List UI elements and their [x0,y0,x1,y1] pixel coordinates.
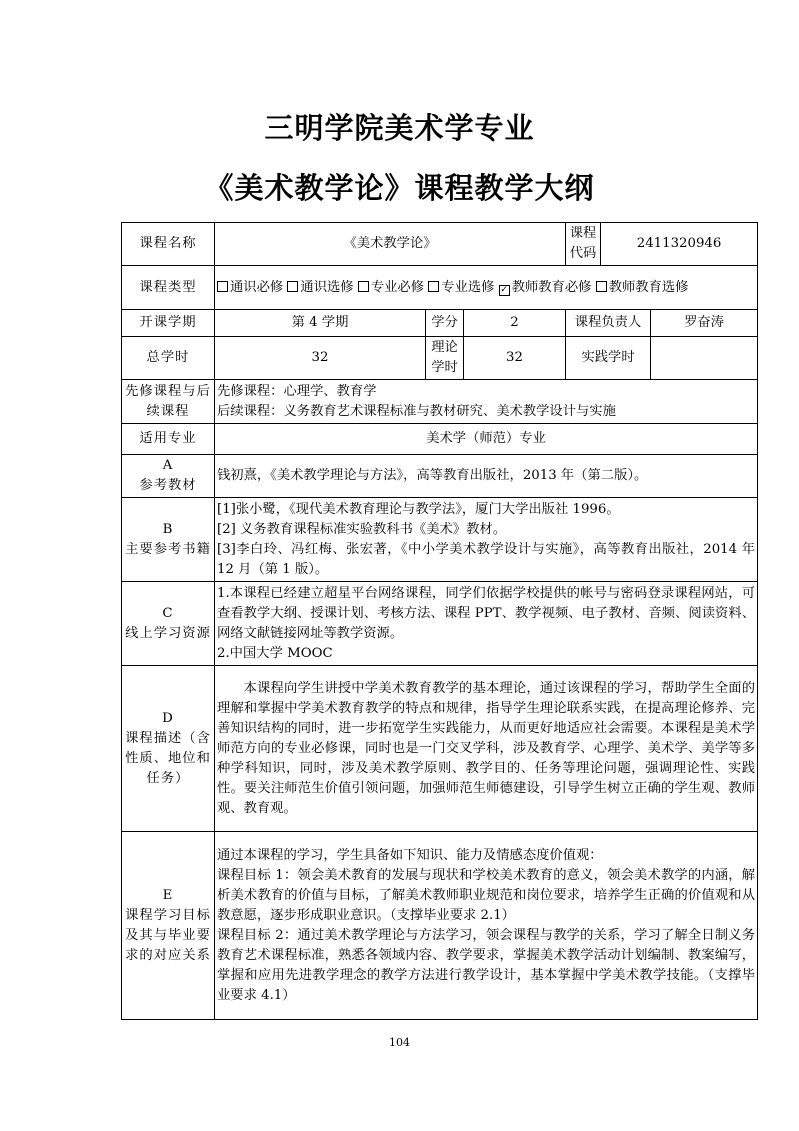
type-option[interactable]: ✓ 教师教育必修 [500,279,592,295]
row-goals [122,832,758,1020]
online-value: 1.本课程已经建立超星平台网络课程，同学们依据学校提供的帐号与密码登录课程网站，可查看教学大纲、授课计划、考核方法、课程 PPT、教学视频、电子教材、音频、阅读资料、网络文献链接网址等教学资源。 2.中国大学 MOOC [215,582,758,666]
checkbox-icon [358,281,369,292]
major-value: 美术学（师范）专业 [215,424,758,455]
owner-value: 罗奋涛 [651,310,758,337]
row-reference [122,455,758,498]
course-type-label: 课程类型 [122,266,215,310]
semester-value: 第 4 学期 [215,310,426,337]
major-label: 适用专业 [122,424,215,455]
practice-hours-label: 实践学时 [566,337,651,380]
course-name-value: 《美术教学论》 [215,223,566,266]
description-value: 本课程向学生讲授中学美术教育教学的基本理论，通过该课程的学习，帮助学生全面的理解和掌握中学美术教育教学的特点和规律，指导学生理论联系实践，在提高理论修养、完善知识结构的同时，进一步拓宽学生实践能力，从而更好地适应社会需要。本课程是美术学师范方向的专业必修课，同时也是一门交叉学科，涉及教育学、心理学、美术学、美学等多种学科知识，同时，涉及美术教学原则、教学目的、任务等理论问题，强调理论性、实践性。要关注师范生价值引领问题，加强师范生师德建设，引导学生树立正确的学生观、教师观、教育观。 [215,666,758,832]
type-option[interactable]: 专业必修 [358,280,424,295]
credit-label: 学分 [426,310,464,337]
type-option[interactable]: 教师教育选修 [596,280,689,295]
row-description [122,666,758,832]
reference-label: A 参考教材 [122,455,215,498]
list-item: [2] 义务教育课程标准实验教科书《美术》教材。 [217,521,506,537]
list-item: [3]李白玲、冯红梅、张宏著，《中小学美术教学设计与实施》，高等教育出版社，2014 年 12 月（第 1 版）。 [217,541,756,577]
row-major [122,424,758,455]
row-online [122,582,758,666]
goals-value: 通过本课程的学习，学生具备如下知识、能力及情感态度价值观： 课程目标 1：领会美术教育的发展与现状和学校美术教育的意义，领会美术教学的内涵，解析美术教育的价值与目标，了解美术教师职业规范和岗位要求，培养学生正确的价值观和从教意愿，逐步形成职业意识。（支撑毕业要求 2.1） 课程目标 2：通过美术教学理论与方法学习，领会课程与教学的关系，学习了解全日制义务教育艺术课程标准，熟悉各领域内容、教学要求，掌握美术教学活动计划编制、教案编写，掌握和应用先进教学理念的教学方法进行教学设计，基本掌握中学美术教学技能。（支撑毕业要求 4.1） [215,832,758,1020]
books-list [215,498,758,582]
online-label: C 线上学习资源 [122,582,215,666]
checkbox-icon [217,281,228,292]
course-code-value: 2411320946 [601,223,758,266]
books-label: B 主要参考书籍 [122,498,215,582]
course-code-label: 课程代码 [566,223,601,266]
total-hours-label: 总学时 [122,337,215,380]
checkbox-icon [596,281,607,292]
semester-label: 开课学期 [122,310,215,337]
row-hours [122,337,758,380]
goals-label: E 课程学习目标及其与毕业要求的对应关系 [122,832,215,1020]
total-hours-value: 32 [215,337,426,380]
row-course-name [122,223,758,266]
row-books [122,498,758,582]
course-name-label: 课程名称 [122,223,215,266]
theory-hours-label: 理论学时 [426,337,464,380]
course-type-options [215,266,758,310]
prereq-value: 先修课程：心理学、教育学 后续课程：义务教育艺术课程标准与教材研究、美术教学设计与实施 [215,380,758,424]
syllabus-table [121,222,758,1020]
list-item: [1]张小鹭，《现代美术教育理论与教学法》，厦门大学出版社 1996。 [217,501,620,517]
description-label: D 课程描述（含性质、地位和任务） [122,666,215,832]
page-title: 三明学院美术学专业 [264,111,535,145]
checkbox-icon [287,281,298,292]
page-number: 104 [389,1036,410,1049]
prereq-label: 先修课程与后续课程 [122,380,215,424]
type-option[interactable]: 通识选修 [287,280,353,295]
type-option[interactable]: 通识必修 [217,280,283,295]
row-course-type [122,266,758,310]
credit-value: 2 [464,310,566,337]
row-semester [122,310,758,337]
checkbox-icon [428,281,439,292]
practice-hours-value [651,337,758,380]
owner-label: 课程负责人 [566,310,651,337]
row-prereq [122,380,758,424]
checked-checkbox-icon: ✓ [500,284,508,295]
theory-hours-value: 32 [464,337,566,380]
type-option[interactable]: 专业选修 [428,280,494,295]
reference-value: 钱初熹，《美术教学理论与方法》，高等教育出版社，2013 年（第二版）。 [215,455,758,498]
page-subtitle: 《美术教学论》课程教学大纲 [204,171,595,205]
